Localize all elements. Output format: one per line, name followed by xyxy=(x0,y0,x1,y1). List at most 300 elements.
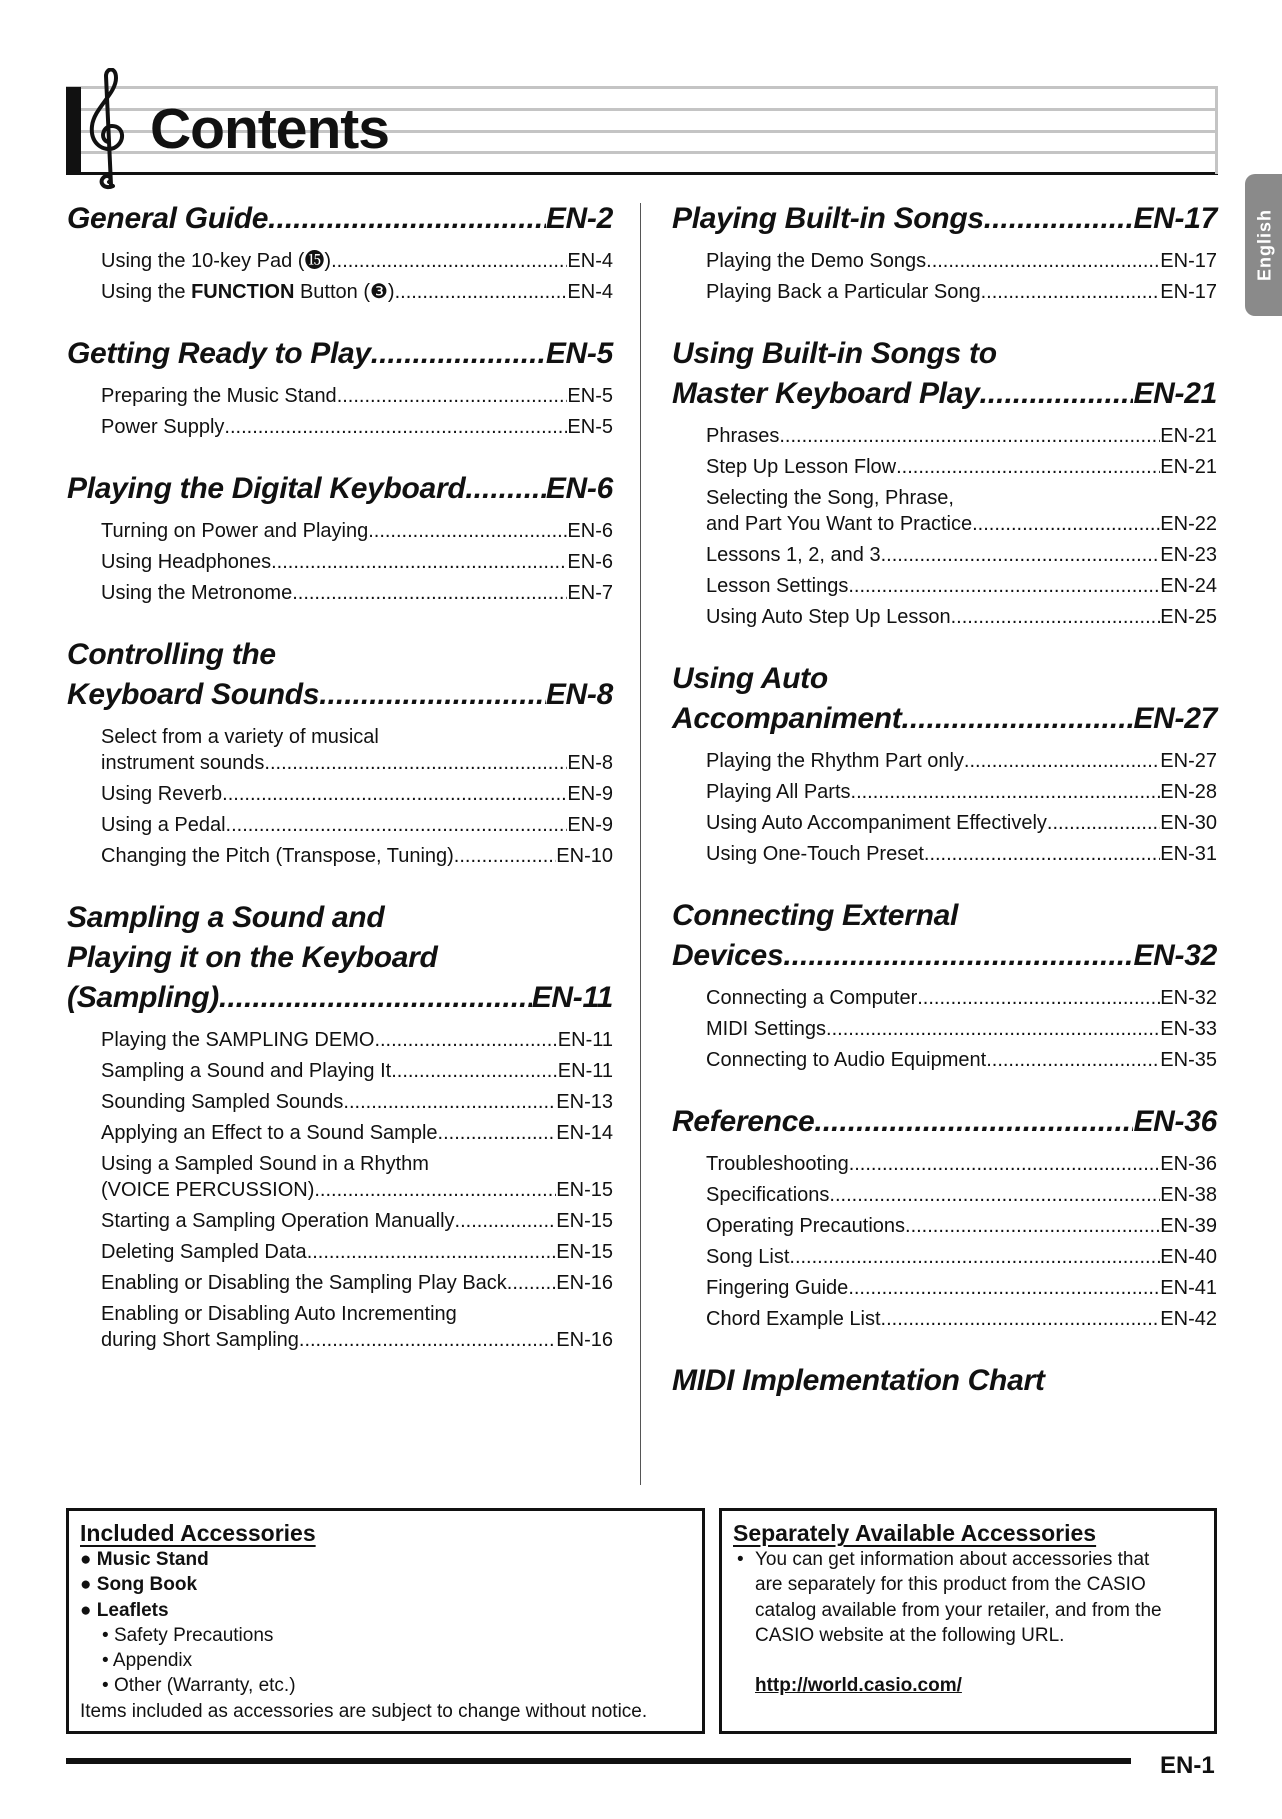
entry-row xyxy=(706,1275,1217,1301)
dot-leader xyxy=(337,383,568,409)
toc-entry[interactable] xyxy=(101,245,613,276)
entry-row xyxy=(101,279,613,305)
toc-entry[interactable] xyxy=(101,1117,613,1148)
dot-leader xyxy=(951,604,1161,630)
entry-line: Selecting the Song, Phrase, xyxy=(706,486,954,509)
entry-list xyxy=(67,245,613,307)
dot-leader xyxy=(779,423,1160,449)
entry-page: EN-16 xyxy=(556,1271,613,1294)
entry-row xyxy=(101,750,613,776)
section-heading[interactable] xyxy=(672,659,1217,739)
entry-text: Sampling a Sound and Playing It xyxy=(101,1059,392,1082)
toc-right-column xyxy=(672,199,1217,1428)
dot-leader xyxy=(986,1047,1160,1073)
entry-row xyxy=(101,1208,613,1234)
separate-accessories-box xyxy=(719,1508,1217,1734)
entry-text: Playing the Rhythm Part only xyxy=(706,749,964,772)
toc-entry[interactable] xyxy=(706,570,1217,601)
toc-section xyxy=(672,896,1217,1075)
entry-page: EN-22 xyxy=(1160,512,1217,535)
entry-text: Playing the Demo Songs xyxy=(706,249,927,272)
entry-page: EN-15 xyxy=(556,1178,613,1201)
entry-page: EN-23 xyxy=(1160,543,1217,566)
accessory-label: Leaflets xyxy=(96,1599,169,1621)
entry-text: Lesson Settings xyxy=(706,574,849,597)
entry-row xyxy=(101,1027,613,1053)
section-heading[interactable] xyxy=(67,635,613,715)
section-heading[interactable] xyxy=(67,898,613,1018)
heading-row xyxy=(67,675,613,715)
entry-page: EN-36 xyxy=(1160,1152,1217,1175)
entry-line: Select from a variety of musical xyxy=(101,725,379,748)
dot-leader xyxy=(454,843,557,869)
entry-page: EN-13 xyxy=(556,1090,613,1113)
toc-section xyxy=(67,898,613,1355)
entry-page: EN-9 xyxy=(567,813,613,836)
entry-page: EN-17 xyxy=(1160,249,1217,272)
dot-leader xyxy=(924,841,1160,867)
toc-entry[interactable] xyxy=(101,1236,613,1267)
heading-row xyxy=(67,978,613,1018)
entry-page: EN-35 xyxy=(1160,1048,1217,1071)
dot-leader xyxy=(507,1270,557,1296)
toc-entry[interactable] xyxy=(706,245,1217,276)
leaflet-item: • Other (Warranty, etc.) xyxy=(102,1675,296,1697)
staff-bar xyxy=(66,87,81,175)
toc-entry[interactable] xyxy=(101,546,613,577)
dot-leader xyxy=(226,812,568,838)
entry-page: EN-15 xyxy=(556,1209,613,1232)
casio-url-link[interactable]: http://world.casio.com/ xyxy=(755,1675,962,1697)
entry-text: Connecting to Audio Equipment xyxy=(706,1048,987,1071)
dot-leader xyxy=(972,511,1160,537)
entry-row xyxy=(101,1177,613,1203)
entry-row xyxy=(706,779,1217,805)
toc-entry[interactable] xyxy=(706,1044,1217,1075)
toc-entry[interactable] xyxy=(706,1303,1217,1334)
dot-leader xyxy=(1047,810,1160,836)
entry-row xyxy=(706,604,1217,630)
bullet-icon: • xyxy=(737,1549,744,1570)
entry-row xyxy=(706,511,1217,537)
heading-page: EN-21 xyxy=(1133,377,1217,410)
heading-row xyxy=(67,469,613,509)
dot-leader xyxy=(901,699,1133,739)
dot-leader xyxy=(314,1177,556,1203)
entry-page: EN-41 xyxy=(1160,1276,1217,1299)
entry-list xyxy=(672,982,1217,1075)
entry-page: EN-8 xyxy=(567,751,613,774)
dot-leader xyxy=(917,985,1160,1011)
included-accessories-title: Included Accessories xyxy=(80,1520,316,1546)
entry-text: Preparing the Music Stand xyxy=(101,384,337,407)
page-title: Contents xyxy=(150,97,389,161)
entry-line: Enabling or Disabling Auto Incrementing xyxy=(101,1302,457,1325)
entry-row xyxy=(706,1244,1217,1270)
entry-row xyxy=(101,1120,613,1146)
entry-text: and Part You Want to Practice xyxy=(706,512,973,535)
entry-text: Song List xyxy=(706,1245,790,1268)
entry-row xyxy=(101,1270,613,1296)
entry-page: EN-15 xyxy=(556,1240,613,1263)
entry-row xyxy=(706,1151,1217,1177)
heading-page: EN-5 xyxy=(545,337,613,370)
entry-list xyxy=(672,1148,1217,1334)
heading-row xyxy=(67,199,613,239)
toc-entry[interactable] xyxy=(101,1205,613,1236)
toc-entry[interactable] xyxy=(101,1267,613,1298)
heading-text: Playing the Digital Keyboard xyxy=(67,472,466,505)
heading-text: (Sampling) xyxy=(67,981,219,1014)
toc-section xyxy=(672,334,1217,632)
entry-row xyxy=(706,279,1217,305)
heading-line: Using Auto xyxy=(672,662,828,695)
entry-row xyxy=(101,812,613,838)
heading-page: EN-2 xyxy=(545,202,613,235)
entry-row xyxy=(706,1306,1217,1332)
accessory-label: Song Book xyxy=(96,1574,198,1596)
entry-row xyxy=(706,542,1217,568)
entry-row xyxy=(101,1239,613,1265)
toc-section xyxy=(67,635,613,871)
entry-page: EN-5 xyxy=(567,384,613,407)
dot-leader xyxy=(224,414,567,440)
entry-text: Applying an Effect to a Sound Sample xyxy=(101,1121,438,1144)
entry-text-pre: Using the xyxy=(101,280,192,303)
entry-text: Connecting a Computer xyxy=(706,986,918,1009)
leaflet-label: Appendix xyxy=(112,1650,193,1672)
toc-entry[interactable] xyxy=(101,411,613,442)
heading-text: Reference xyxy=(672,1105,815,1138)
section-heading[interactable] xyxy=(67,199,613,239)
dot-leader xyxy=(848,1275,1160,1301)
info-line: You can get information about accessories that xyxy=(755,1549,1150,1570)
language-tab-label: English xyxy=(1254,208,1275,282)
entry-row xyxy=(706,1182,1217,1208)
toc-entry[interactable] xyxy=(706,776,1217,807)
entry-text: Using Headphones xyxy=(101,550,272,573)
entry-row xyxy=(706,423,1217,449)
entry-page: EN-24 xyxy=(1160,574,1217,597)
entry-row xyxy=(101,781,613,807)
entry-page: EN-31 xyxy=(1160,842,1217,865)
entry-text: during Short Sampling xyxy=(101,1328,299,1351)
entry-page: EN-38 xyxy=(1160,1183,1217,1206)
entry-page: EN-17 xyxy=(1160,280,1217,303)
accessories-note: Items included as accessories are subject to change without notice. xyxy=(80,1700,648,1722)
dot-leader xyxy=(926,248,1160,274)
entry-row xyxy=(101,580,613,606)
entry-text: Lessons 1, 2, and 3 xyxy=(706,543,881,566)
toc-section xyxy=(672,1361,1217,1401)
toc-entry[interactable] xyxy=(101,1298,613,1355)
toc-entry[interactable] xyxy=(101,809,613,840)
heading-row xyxy=(672,936,1217,976)
section-heading[interactable] xyxy=(67,469,613,509)
dot-leader xyxy=(374,1027,557,1053)
entry-text-post: Button (❸) xyxy=(294,280,395,303)
staff-line xyxy=(66,86,1218,89)
toc-entry[interactable] xyxy=(101,1148,613,1205)
entry-list xyxy=(672,745,1217,869)
dot-leader xyxy=(964,748,1160,774)
section-heading[interactable] xyxy=(672,1361,1217,1401)
dot-leader xyxy=(896,454,1160,480)
toc-entry[interactable] xyxy=(101,380,613,411)
leaflet-item: • Safety Precautions xyxy=(102,1624,274,1646)
dot-leader xyxy=(984,199,1134,239)
toc-entry[interactable] xyxy=(706,838,1217,869)
entry-row xyxy=(101,1058,613,1084)
dot-leader xyxy=(881,1306,1161,1332)
dot-leader xyxy=(343,1089,556,1115)
toc-entry[interactable] xyxy=(706,601,1217,632)
entry-text: Step Up Lesson Flow xyxy=(706,455,897,478)
entry-page: EN-16 xyxy=(556,1328,613,1351)
dot-leader xyxy=(222,781,567,807)
dot-leader xyxy=(307,1239,557,1265)
entry-page: EN-21 xyxy=(1160,424,1217,447)
toc-section xyxy=(67,334,613,442)
entry-page: EN-9 xyxy=(567,782,613,805)
toc-entry[interactable] xyxy=(706,1179,1217,1210)
entry-row xyxy=(101,414,613,440)
entry-text: Using Reverb xyxy=(101,782,223,805)
toc-entry[interactable] xyxy=(706,482,1217,539)
heading-page: EN-17 xyxy=(1133,202,1217,235)
toc-entry[interactable] xyxy=(101,1055,613,1086)
toc-entry[interactable] xyxy=(706,539,1217,570)
entry-page: EN-42 xyxy=(1160,1307,1217,1330)
entry-text: Power Supply xyxy=(101,415,225,438)
entry-page: EN-27 xyxy=(1160,749,1217,772)
staff-line xyxy=(66,172,1218,175)
dot-leader xyxy=(814,1102,1133,1142)
heading-text: General Guide xyxy=(67,202,269,235)
heading-row xyxy=(67,334,613,374)
entry-list xyxy=(67,380,613,442)
dot-leader xyxy=(395,279,568,305)
dot-leader xyxy=(299,1327,556,1353)
section-heading[interactable] xyxy=(672,199,1217,239)
heading-row xyxy=(672,1102,1217,1142)
entry-row xyxy=(101,248,613,274)
info-line: catalog available from your retailer, and from the xyxy=(755,1599,1162,1621)
section-heading[interactable] xyxy=(672,334,1217,414)
dot-leader xyxy=(789,1244,1160,1270)
dot-leader xyxy=(465,469,546,509)
entry-page: EN-7 xyxy=(567,581,613,604)
dot-leader xyxy=(271,549,567,575)
entry-text: Playing the SAMPLING DEMO xyxy=(101,1028,375,1051)
entry-row xyxy=(706,810,1217,836)
toc-entry[interactable] xyxy=(706,1148,1217,1179)
dot-leader xyxy=(826,1016,1160,1042)
toc-entry[interactable] xyxy=(101,1024,613,1055)
toc-entry[interactable] xyxy=(706,451,1217,482)
section-heading[interactable] xyxy=(672,1102,1217,1142)
entry-page: EN-30 xyxy=(1160,811,1217,834)
entry-row xyxy=(706,1213,1217,1239)
heading-page: EN-32 xyxy=(1133,939,1217,972)
toc-entry[interactable] xyxy=(706,1210,1217,1241)
dot-leader xyxy=(455,1208,557,1234)
entry-text: Deleting Sampled Data xyxy=(101,1240,307,1263)
heading-text: MIDI Implementation Chart xyxy=(672,1364,1045,1397)
dot-leader xyxy=(979,374,1133,414)
dot-leader xyxy=(851,779,1161,805)
entry-page: EN-11 xyxy=(557,1028,613,1051)
dot-leader xyxy=(219,978,532,1018)
toc-entry[interactable] xyxy=(706,807,1217,838)
entry-page: EN-4 xyxy=(567,249,613,272)
entry-page: EN-21 xyxy=(1160,455,1217,478)
entry-text: Starting a Sampling Operation Manually xyxy=(101,1209,455,1232)
column-divider xyxy=(640,203,641,1485)
dot-leader xyxy=(848,573,1160,599)
heading-page: EN-27 xyxy=(1133,702,1217,735)
entry-text: instrument sounds xyxy=(101,751,265,774)
entry-list xyxy=(67,515,613,608)
toc-entry[interactable] xyxy=(706,1241,1217,1272)
entry-page: EN-25 xyxy=(1160,605,1217,628)
dot-leader xyxy=(849,1151,1161,1177)
toc-entry[interactable] xyxy=(101,276,613,307)
heading-text: Getting Ready to Play xyxy=(67,337,371,370)
toc-section xyxy=(672,199,1217,307)
section-heading[interactable] xyxy=(672,896,1217,976)
dot-leader xyxy=(268,199,546,239)
dot-leader xyxy=(905,1213,1160,1239)
toc-entry[interactable] xyxy=(101,515,613,546)
heading-line: Controlling the xyxy=(67,638,276,671)
staff-end-line xyxy=(1215,87,1218,174)
dot-leader xyxy=(783,936,1133,976)
heading-row xyxy=(672,199,1217,239)
entry-text: Chord Example List xyxy=(706,1307,881,1330)
accessory-label: Music Stand xyxy=(96,1549,209,1570)
toc-entry[interactable] xyxy=(706,745,1217,776)
treble-clef-icon xyxy=(80,68,140,190)
toc-entry[interactable] xyxy=(706,982,1217,1013)
entry-row xyxy=(101,518,613,544)
toc-entry[interactable] xyxy=(706,1013,1217,1044)
entry-row xyxy=(101,1089,613,1115)
entry-row xyxy=(706,573,1217,599)
toc-section xyxy=(67,199,613,307)
entry-text: Playing Back a Particular Song xyxy=(706,280,981,303)
accessory-item: ● Song Book xyxy=(80,1574,198,1596)
heading-line: Using Built-in Songs to xyxy=(672,337,997,370)
section-heading[interactable] xyxy=(67,334,613,374)
entry-row xyxy=(706,454,1217,480)
footer-bar xyxy=(66,1758,1131,1764)
entry-list xyxy=(672,420,1217,632)
dot-leader xyxy=(881,542,1161,568)
heading-row xyxy=(672,699,1217,739)
toc-entry[interactable] xyxy=(101,840,613,871)
accessory-item: ● Leaflets xyxy=(80,1599,169,1621)
leaflet-item: • Appendix xyxy=(102,1650,193,1672)
dot-leader xyxy=(331,248,567,274)
dot-leader xyxy=(371,334,546,374)
entry-text: Enabling or Disabling the Sampling Play Back xyxy=(101,1271,507,1294)
entry-row xyxy=(706,1016,1217,1042)
entry-text-bold: FUNCTION xyxy=(191,280,295,303)
heading-text: Devices xyxy=(672,939,784,972)
dot-leader xyxy=(368,518,567,544)
dot-leader xyxy=(292,580,567,606)
entry-text: (VOICE PERCUSSION) xyxy=(101,1178,315,1201)
entry-text: Playing All Parts xyxy=(706,780,851,803)
heading-page: EN-8 xyxy=(545,678,613,711)
entry-page: EN-4 xyxy=(567,280,613,303)
entry-row xyxy=(706,1047,1217,1073)
heading-page: EN-36 xyxy=(1133,1105,1217,1138)
heading-text: Keyboard Sounds xyxy=(67,678,320,711)
info-line: CASIO website at the following URL. xyxy=(755,1624,1065,1646)
entry-page: EN-14 xyxy=(556,1121,613,1144)
entry-text: Troubleshooting xyxy=(706,1152,849,1175)
language-tab xyxy=(1245,174,1282,316)
toc-entry[interactable] xyxy=(706,420,1217,451)
accessory-item: ● Music Stand xyxy=(80,1549,209,1570)
entry-text: Using the 10-key Pad (⓯) xyxy=(101,249,332,272)
leaflet-label: Safety Precautions xyxy=(113,1624,274,1646)
entry-text: Sounding Sampled Sounds xyxy=(101,1090,344,1113)
entry-page: EN-6 xyxy=(567,519,613,542)
entry-text: Turning on Power and Playing xyxy=(101,519,369,542)
toc-entry[interactable] xyxy=(706,276,1217,307)
separate-accessories-title: Separately Available Accessories xyxy=(733,1520,1097,1546)
included-accessories-box xyxy=(66,1508,705,1734)
dot-leader xyxy=(981,279,1161,305)
entry-text: Using Auto Accompaniment Effectively xyxy=(706,811,1047,834)
heading-line: Playing it on the Keyboard xyxy=(67,941,438,974)
toc-section xyxy=(672,1102,1217,1334)
heading-line: Sampling a Sound and xyxy=(67,901,385,934)
entry-text: Phrases xyxy=(706,424,780,447)
entry-row xyxy=(101,549,613,575)
entry-text: Changing the Pitch (Transpose, Tuning) xyxy=(101,844,454,867)
dot-leader xyxy=(319,675,546,715)
toc-entry[interactable] xyxy=(101,1086,613,1117)
toc-entry[interactable] xyxy=(101,721,613,778)
heading-line: Connecting External xyxy=(672,899,959,932)
entry-row xyxy=(101,843,613,869)
entry-page: EN-10 xyxy=(556,844,613,867)
dot-leader xyxy=(438,1120,557,1146)
toc-entry[interactable] xyxy=(101,577,613,608)
toc-section xyxy=(672,659,1217,869)
entry-list xyxy=(67,1024,613,1355)
entry-text: Using a Pedal xyxy=(101,813,226,836)
heading-row xyxy=(672,374,1217,414)
toc-entry[interactable] xyxy=(706,1272,1217,1303)
toc-section xyxy=(67,469,613,608)
entry-row xyxy=(706,985,1217,1011)
entry-page: EN-11 xyxy=(557,1059,613,1082)
entry-list xyxy=(67,721,613,871)
entry-row xyxy=(101,383,613,409)
heading-text: Accompaniment xyxy=(672,702,902,735)
heading-row xyxy=(672,1361,1217,1401)
entry-line: Using a Sampled Sound in a Rhythm xyxy=(101,1152,429,1175)
entry-page: EN-33 xyxy=(1160,1017,1217,1040)
entry-text xyxy=(101,279,395,305)
toc-left-column xyxy=(67,199,613,1382)
toc-entry[interactable] xyxy=(101,778,613,809)
